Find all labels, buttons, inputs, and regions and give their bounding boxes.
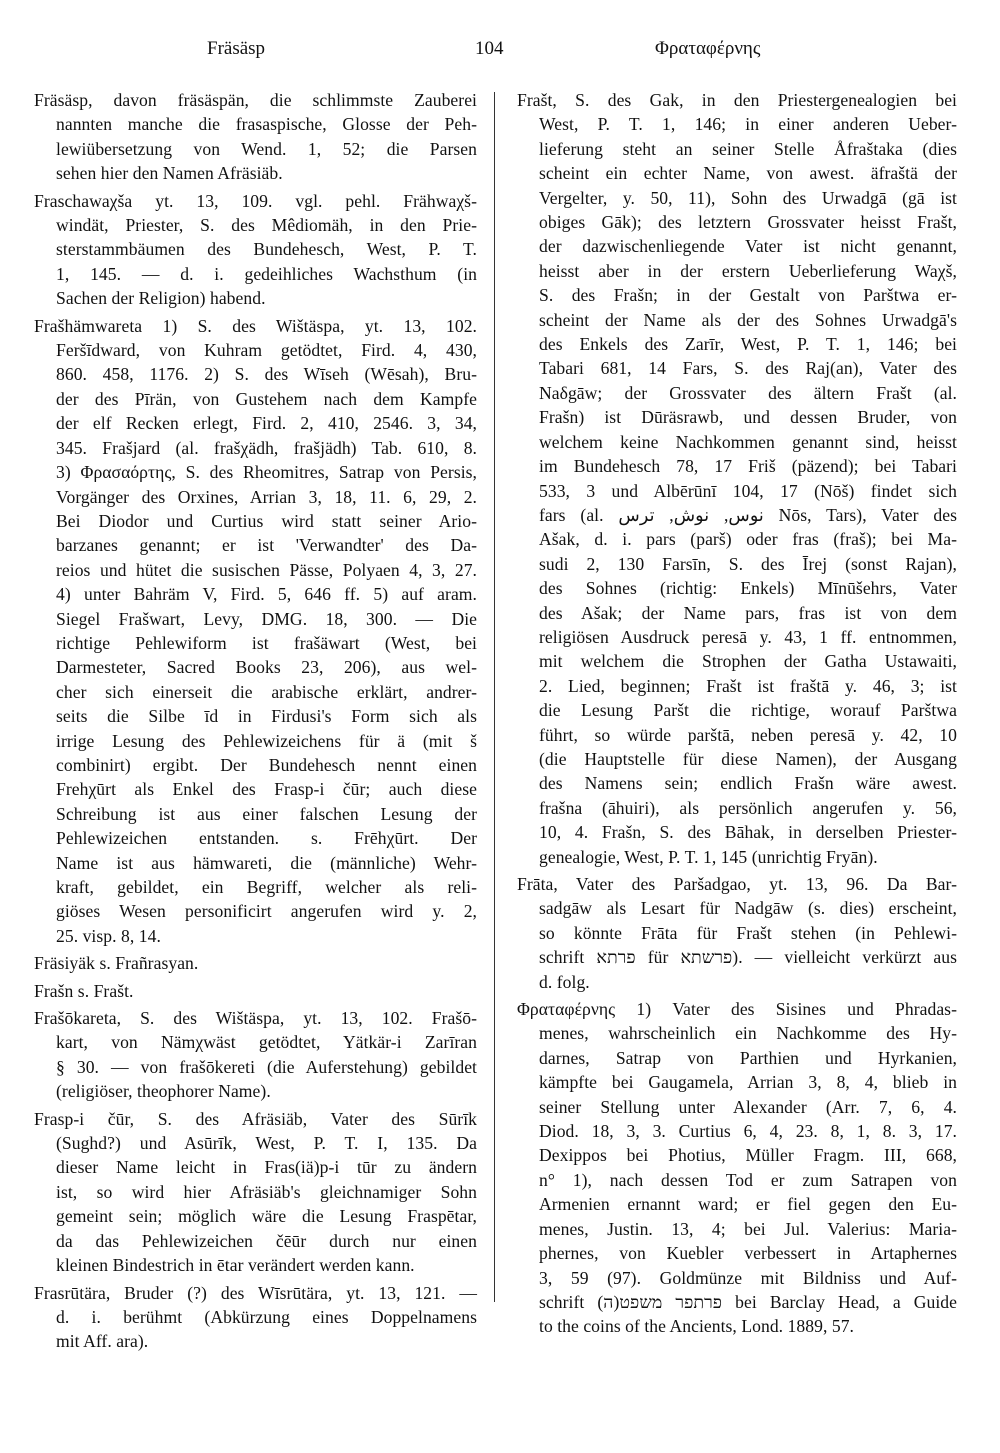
entry-line: des Namens sein; endlich Frašn wäre awest.: [539, 773, 957, 794]
entry-line: seiner Stellung unter Alexander (Arr. 7, 6, 4.: [539, 1096, 957, 1117]
entry-line: der dazwischenliegende Vater ist nicht genannt,: [539, 236, 957, 257]
entry-line: sudi 2, 130 Farsīn, S. des Īrej (sonst Rajan),: [539, 553, 957, 574]
entry-line: 3) Φρασαόρτης, S. des Rheomitres, Satrap von Persis,: [56, 462, 477, 483]
dictionary-entry: [34, 1107, 477, 1278]
entry-line: Feršīdward, von Kuhram getödtet, Fird. 4, 430,: [56, 340, 477, 361]
entry-line: scheint ein echter Name, von awest. äfraštä der: [539, 163, 957, 184]
entry-line: frašna (āhuiri), als persönlich angerufen y. 56,: [539, 797, 957, 818]
entry-line: S. des Frašn; in der Gestalt von Parštwa er-: [539, 285, 957, 306]
entry-headline: Frasp-i čūr, S. des Afräsiäb, Vater des Sūrīk: [34, 1108, 477, 1129]
left-column: [34, 88, 477, 1354]
entry-headline: Frašn s. Frašt.: [34, 980, 134, 1001]
dictionary-entry: [517, 997, 957, 1339]
entry-headline: Frasrūtära, Bruder (?) des Wīsrūtära, yt. 13, 121. —: [34, 1282, 477, 1303]
entry-line: Sachen der Religion) habend.: [56, 288, 266, 309]
entry-line: scheint der Name als der des Sohnes Urwadgā's: [539, 309, 957, 330]
entry-line: § 30. — von frašōkereti (die Auferstehung) gebildet: [56, 1056, 477, 1077]
page-number: 104: [475, 38, 504, 59]
entry-line: lewiübersetzung von Wend. 1, 52; die Parsen: [56, 138, 477, 159]
entry-line: sehen hier den Namen Afräsiäb.: [56, 163, 283, 184]
dictionary-entry: [34, 979, 477, 1003]
entry-line: lieferung steht an seiner Stelle Åfraštaka (dies: [539, 138, 957, 159]
entry-line: Ašak, d. i. pars (parš) oder fras (fraš); bei Ma-: [539, 529, 957, 550]
entry-line: Frašn) ist Dūräsrawb, und dessen Bruder, von: [539, 407, 957, 428]
entry-line: windät, Priester, S. des Mêdiomäh, in den Prie-: [56, 215, 477, 236]
entry-line: sterstammbäumen des Bundehesch, West, P. T.: [56, 239, 477, 260]
entry-line: der elf Recken erlegt, Fird. 2, 410, 2546. 3, 34,: [56, 413, 477, 434]
entry-line: 3, 59 (97). Goldmünze mit Bildniss und Auf-: [539, 1267, 957, 1288]
entry-line: Armenien ernannt ward; er fiel gegen den Eu-: [539, 1194, 957, 1215]
entry-line: kart, von Nämχwäst getödtet, Yätkär-i Zarīran: [56, 1032, 477, 1053]
entry-line: des Sohnes (richtig: Enkels) Mīnūšehrs, Vater: [539, 578, 957, 599]
running-head-left: Fräsäsp: [207, 38, 266, 59]
entry-line: seits die Silbe īd in Firdusi's Form sich als: [56, 706, 477, 727]
entry-line: fars (al. نوس, نوش, ترس Nōs, Tars), Vater des: [539, 504, 958, 525]
dictionary-entry: [34, 1281, 477, 1354]
entry-line: 4) unter Bahräm V, Fird. 5, 646 ff. 5) auf aram.: [56, 584, 477, 605]
entry-line: 2. Lied, beginnen; Frašt ist fraštā y. 46, 3; ist: [539, 675, 957, 696]
entry-line: kleinen Bindestrich in ētar verändert werden kann.: [56, 1255, 415, 1276]
entry-line: Tabari 681, 14 Fars, S. des Raj(an), Vater des: [539, 358, 957, 379]
entry-line: des Enkels des Zarīr, West, P. T. 1, 146; bei: [539, 334, 957, 355]
entry-line: menes, Justin. 13, 4; bei Jul. Valerius: Maria-: [539, 1218, 957, 1239]
entry-line: (religiöser, theophorer Name).: [56, 1081, 271, 1102]
entry-line: West, P. T. 1, 146; in einer anderen Ueber-: [539, 114, 957, 135]
entry-line: darnes, Satrap von Parthien und Hyrkanien,: [539, 1047, 957, 1068]
entry-line: n° 1), nach dessen Tod er zum Satrapen von: [539, 1169, 957, 1190]
entry-line: gemeint sein; möglich wäre die Lesung Fraspētar,: [56, 1206, 477, 1227]
entry-line: Dexippos bei Photius, Müller Fragm. III, 668,: [539, 1145, 957, 1166]
entry-line: schrift פרתא für פרשתא). — vielleicht verkürzt aus: [539, 947, 958, 968]
entry-line: mit Aff. ara).: [56, 1331, 149, 1352]
dictionary-entry: [517, 88, 957, 869]
entry-line: d. i. berühmt (Abkürzung eines Doppelnamens: [56, 1306, 477, 1327]
dictionary-entry: [517, 872, 957, 994]
entry-line: da das Pehlewizeichen čēūr durch nur einen: [56, 1230, 477, 1251]
entry-line: kämpfte bei Gaugamela, Arrian 3, 8, 4, blieb in: [539, 1072, 957, 1093]
column-divider: [494, 92, 495, 1302]
entry-line: schrift (ה)פרתפר משפט bei Barclay Head, a Guide: [539, 1291, 957, 1312]
entry-line: nannten manche die frasaspische, Glosse der Peh-: [56, 114, 477, 135]
entry-line: ist, so wird hier Afräsiäb's gleichnamiger Sohn: [56, 1181, 477, 1202]
entry-line: Siegel Frašwart, Levy, DMG. 18, 300. — Die: [56, 608, 477, 629]
entry-headline: Frašhämwareta 1) S. des Wištäspa, yt. 13, 102.: [34, 315, 477, 336]
entry-line: (Sughd?) und Asūrīk, West, P. T. I, 135. Da: [56, 1133, 477, 1154]
entry-line: menes, wahrscheinlich ein Nachkomme des Hy-: [539, 1023, 957, 1044]
entry-line: d. folg.: [539, 971, 590, 992]
dictionary-entry: [34, 88, 477, 186]
entry-headline: Φραταφέρνης 1) Vater des Sisines und Phradas-: [517, 999, 957, 1020]
entry-headline: Frāta, Vater des Paršadgao, yt. 13, 96. Da Bar-: [517, 874, 957, 894]
dictionary-entry: [34, 189, 477, 311]
entry-headline: Fräsiyäk s. Frañrasyan.: [34, 953, 199, 974]
entry-line: giöses Wesen personificirt angerufen wird y. 2,: [56, 901, 477, 922]
entry-line: phernes, von Kuebler verbessert in Artaphernes: [539, 1243, 957, 1264]
entry-line: der des Pīrän, von Gustehem nach dem Kampfe: [56, 388, 477, 409]
entry-line: führt, so würde parštā, neben peresā y. 42, 10: [539, 724, 957, 745]
dictionary-entry: [34, 951, 477, 975]
dictionary-entry: [34, 1006, 477, 1104]
entry-line: Frehχūrt als Enkel des Frasp-i čūr; auch diese: [56, 779, 477, 800]
entry-line: des Ašak; der Name pars, fras ist von dem: [539, 602, 957, 623]
entry-line: die Lesung Paršt die richtige, worauf Parštwa: [539, 700, 957, 721]
entry-line: welchem keine Nachkommen genannt sind, heisst: [539, 431, 957, 452]
entry-line: so könnte Frāta für Frašt stehen (in Pehlewi-: [539, 922, 957, 943]
entry-line: 345. Frašjard (al. frašχädh, frašjädh) Tab. 610, 8.: [56, 437, 477, 458]
entry-line: reios und hütet die susischen Pässe, Polyaen 4, 3, 27.: [56, 559, 477, 580]
entry-line: 860. 458, 1176. 2) S. des Wīseh (Wēsah), Bru-: [56, 364, 477, 385]
entry-line: Darmesteter, Sacred Books 23, 206), aus wel-: [56, 657, 477, 678]
entry-line: Vergelter, y. 50, 11), Sohn des Urwadgā (gā ist: [539, 187, 957, 208]
entry-line: combinirt) ergibt. Der Bundehesch nennt einen: [56, 754, 477, 775]
entry-line: Schreibung ist aus einer falschen Lesung der: [56, 803, 477, 824]
entry-line: to the coins of the Ancients, Lond. 1889, 57.: [539, 1316, 854, 1337]
entry-line: Pehlewizeichen entstanden. s. Frēhχūrt. Der: [56, 828, 477, 849]
entry-line: mit welchem die Strophen der Gatha Ustawaiti,: [539, 651, 957, 672]
entry-line: kraft, gebildet, ein Begriff, welcher als reli-: [56, 877, 477, 897]
entry-line: 25. visp. 8, 14.: [56, 925, 161, 946]
entry-line: irrige Lesung des Pehlewizeichens für ä (mit š: [56, 730, 477, 751]
entry-line: 533, 3 und Albērūnī 104, 17 (Nōš) findet sich: [539, 480, 957, 501]
entry-line: Diod. 18, 3, 3. Curtius 6, 4, 23. 8, 1, 8. 3, 17.: [539, 1121, 957, 1142]
entry-line: richtige Pehlewiform ist frašäwart (West, bei: [56, 632, 477, 653]
entry-line: Naδgāw; der Grossvater des ältern Frašt (al.: [539, 382, 957, 403]
entry-line: (die Hauptstelle für diese Namen), der Ausgang: [539, 748, 957, 769]
running-head-right: Φραταφέρνης: [655, 38, 761, 59]
entry-line: genealogie, West, P. T. 1, 145 (unrichtig Fryān).: [539, 846, 878, 867]
page-header: [0, 38, 1000, 66]
entry-line: religiösen Ausdruck peresā y. 43, 1 ff. entnommen,: [539, 626, 957, 647]
entry-line: sadgāw als Lesart für Nadgāw (s. dies) erscheint,: [539, 898, 957, 919]
entry-line: obiges Gāk); des letztern Grossvater heisst Frašt,: [539, 212, 957, 233]
entry-headline: Fraschawaχša yt. 13, 109. vgl. pehl. Frähwaχš-: [34, 190, 477, 211]
entry-line: im Bundehesch 78, 17 Friš (päzend); bei Tabari: [539, 456, 957, 477]
entry-line: heisst aber in der erstern Ueberlieferung Waχš,: [539, 260, 957, 281]
entry-line: Name ist aus hämwareti, die (männliche) Wehr-: [56, 852, 477, 873]
entry-line: cher sich einerseit die arabische erklärt, andrer-: [56, 681, 477, 702]
entry-line: Bei Diodor und Curtius wird statt seiner Ario-: [56, 510, 477, 531]
right-column: [517, 88, 957, 1339]
entry-line: barzanes genannt; er ist 'Verwandter' des Da-: [56, 535, 477, 556]
entry-headline: Frašōkareta, S. des Wištäspa, yt. 13, 102. Frašō-: [34, 1008, 477, 1029]
entry-headline: Frašt, S. des Gak, in den Priestergenealogien bei: [517, 90, 957, 110]
entry-line: 10, 4. Frašn, S. des Bāhak, in derselben Priester-: [539, 822, 957, 843]
entry-line: dieser Name leicht in Fras(iä)p-i tūr zu ändern: [56, 1157, 477, 1178]
entry-line: Vorgänger des Orxines, Arrian 3, 18, 11. 6, 29, 2.: [56, 486, 477, 507]
entry-headline: Fräsäsp, davon fräsäspän, die schlimmste Zauberei: [34, 90, 477, 110]
dictionary-entry: [34, 314, 477, 949]
entry-line: 1, 145. — d. i. gedeihliches Wachsthum (in: [56, 263, 477, 284]
